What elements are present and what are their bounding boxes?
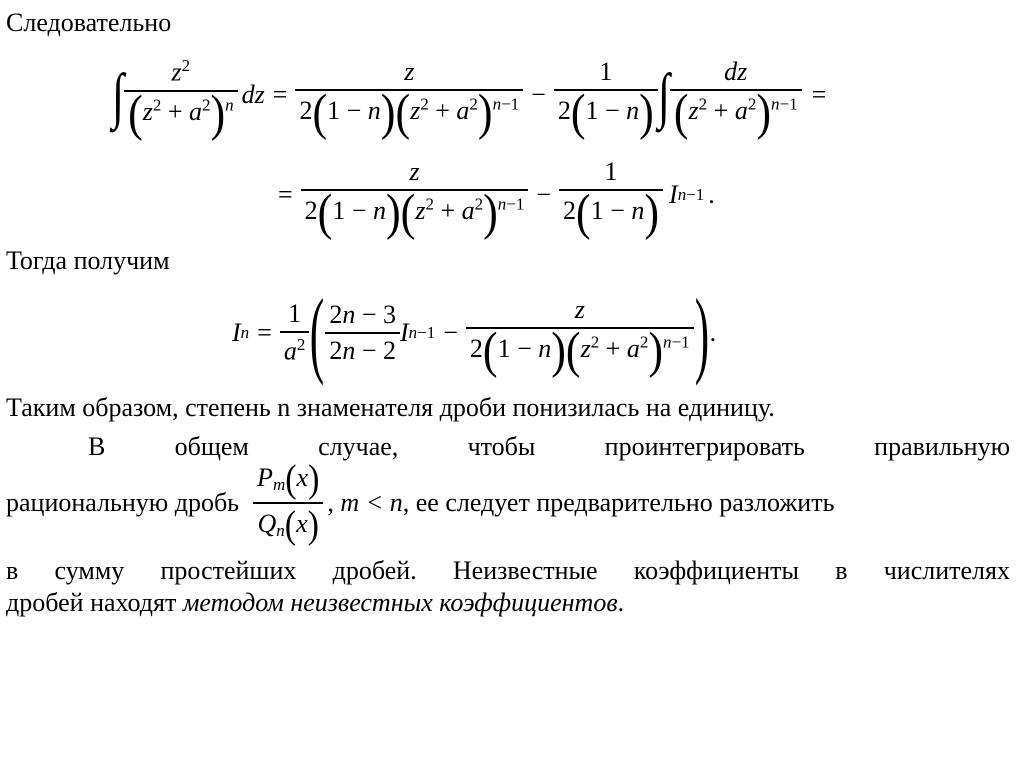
- integral-sign: ∫: [112, 60, 125, 130]
- fraction-2n-3-over-2n-2: $\frac{2n - 3}{2n - 2}$: [325, 300, 400, 365]
- text-then-we-get: Тогда получим: [6, 246, 170, 275]
- fraction-1-over-2-1-n: $\frac{1}{2(1 - n)}$: [554, 57, 658, 132]
- equation-In-formula: I n = $\frac{1}{a^2}$ ( $\frac{2n - 3}{2n - 2}$ I n−1 − $\frac{z}{2(1 - n)(z^2 + a^2)^{n-1}}$ ) .: [232, 279, 717, 386]
- fraction-z-over-2-1-n: $\frac{z}{2(1 - n)(z^2 + a^2)^{n-1}}$: [295, 57, 523, 132]
- equation-integral-recurrence-row1: ∫ $\frac{z^2}{(z^2 + a^2)^n}$ dz = $\frac{z}{2(1 - n)(z^2 + a^2)^{n-1}}$ − $\frac{1}{2(1 - n)}$ ∫ $\frac{dz}{(z^2 + a^2)^{n-1}}$ =: [112, 56, 827, 142]
- condition-m-less-n: m < n: [340, 488, 403, 517]
- equation-integral-recurrence-row2: = $\frac{z}{2(1 - n)(z^2 + a^2)^{n-1}}$ − $\frac{1}{2(1 - n)}$ I n−1 .: [278, 157, 715, 241]
- text-general-case-line3: в сумму простейших дробей. Неизвестные коэффициенты в числителях: [6, 556, 1010, 585]
- fraction-z-over-2-1-n-eq2: $\frac{z}{2(1 - n)(z^2 + a^2)^{n-1}}$: [466, 295, 694, 370]
- fraction-1-over-a2: $\frac{1}{a^2}$: [280, 299, 310, 366]
- fraction-z-over-2-1-n-row2: $\frac{z}{2(1 - n)(z^2 + a^2)^{n-1}}$: [301, 157, 529, 232]
- text-should-decompose: , ее следует предварительно разложить: [402, 488, 835, 517]
- text-thus-degree-reduced: Таким образом, степень n знаменателя дроби понизилась на единицу.: [6, 393, 775, 422]
- text-general-case-line2: рациональную дробь $\frac{P_m(x)}{Q_n(x)}$ , m < n , ее следует предварительно разложить: [6, 458, 835, 547]
- text-method-undetermined-coefficients: методом неизвестных коэффициентов: [182, 588, 618, 617]
- text-period: .: [617, 588, 625, 617]
- text-general-case-line4: [6, 588, 624, 618]
- fraction-z2-over-power: $\frac{z^2}{(z^2 + a^2)^n}$: [124, 56, 238, 133]
- integral-sign-2: ∫: [657, 60, 670, 130]
- fraction-1-over-2-1-n-row2: $\frac{1}{2(1 - n)}$: [559, 157, 663, 232]
- fraction-Pm-over-Qn: $\frac{P_m(x)}{Q_n(x)}$: [253, 460, 323, 545]
- text-rational-fraction: рациональную дробь: [6, 488, 240, 517]
- text-following: Следовательно: [6, 8, 172, 37]
- text-general-case-line1: В общем случае, чтобы проинтегрировать правильную: [88, 432, 1010, 461]
- fraction-dz-over-power: $\frac{dz}{(z^2 + a^2)^{n-1}}$: [670, 57, 802, 132]
- text-fractions-found: дробей находят: [6, 588, 183, 617]
